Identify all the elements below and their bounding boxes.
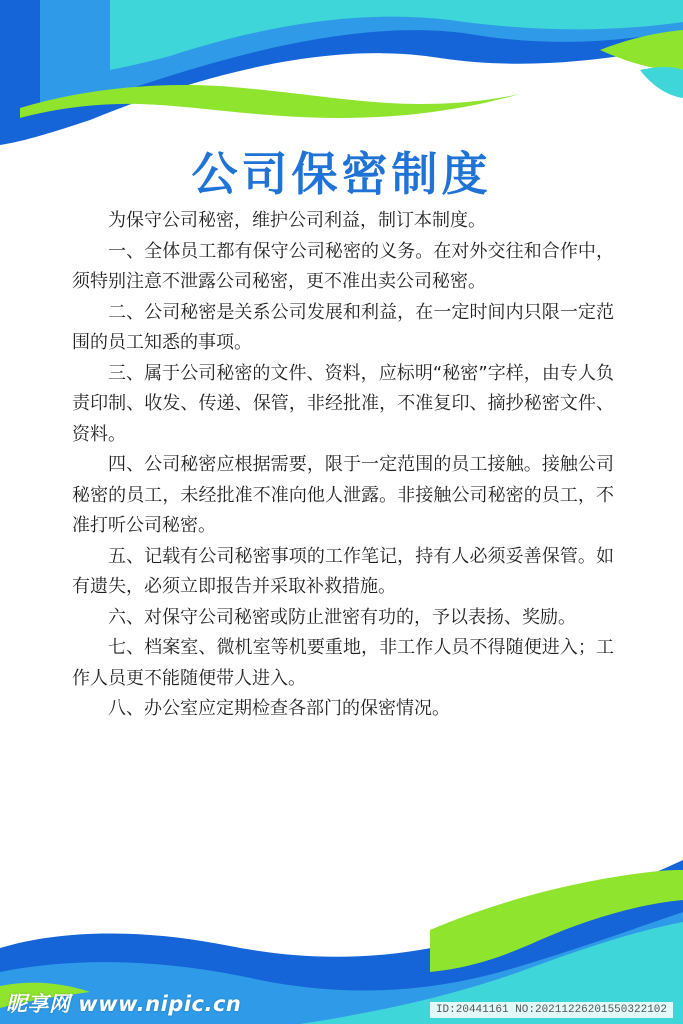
clause-2-paragraph: 二、公司秘密是关系公司发展和利益，在一定时间内只限一定范围的员工知悉的事项。	[72, 301, 614, 353]
intro-paragraph: 为保守公司秘密，维护公司利益，制订本制度。	[108, 210, 486, 231]
site-watermark: 昵享网 www.nipic.cn	[6, 992, 242, 1016]
top-right-cyan-accent	[640, 67, 683, 98]
clause-4-paragraph: 四、公司秘密应根据需要，限于一定范围的员工接触。接触公司秘密的员工，未经批准不准向他人泄露。非接触公司秘密的员工，不准打听公司秘密。	[72, 454, 614, 536]
document-body	[72, 206, 614, 725]
clause-6-paragraph: 六、对保守公司秘密或防止泄密有功的，予以表扬、奖励。	[108, 606, 576, 628]
top-wave-decoration	[0, 0, 683, 145]
clause-7-paragraph: 七、档案室、微机室等机要重地，非工作人员不得随便进入；工作人员更不能随便带人进入。	[72, 637, 614, 689]
clause-1-paragraph: 一、全体员工都有保守公司秘密的义务。在对外交往和合作中，须特别注意不泄露公司秘密，更不准出卖公司秘密。	[72, 240, 614, 292]
image-id-label: ID:20441161 NO:20211226201550322102	[430, 1002, 673, 1018]
clause-8-paragraph: 八、办公室应定期检查各部门的保密情况。	[108, 698, 450, 719]
clause-5-paragraph: 五、记载有公司秘密事项的工作笔记，持有人必须妥善保管。如有遗失，必须立即报告并采取补救措施。	[72, 545, 614, 597]
document-title: 公司保密制度	[191, 147, 492, 201]
clause-3-paragraph: 三、属于公司秘密的文件、资料，应标明“秘密”字样，由专人负责印制、收发、传递、保管，非经批准，不准复印、摘抄秘密文件、资料。	[72, 362, 614, 445]
